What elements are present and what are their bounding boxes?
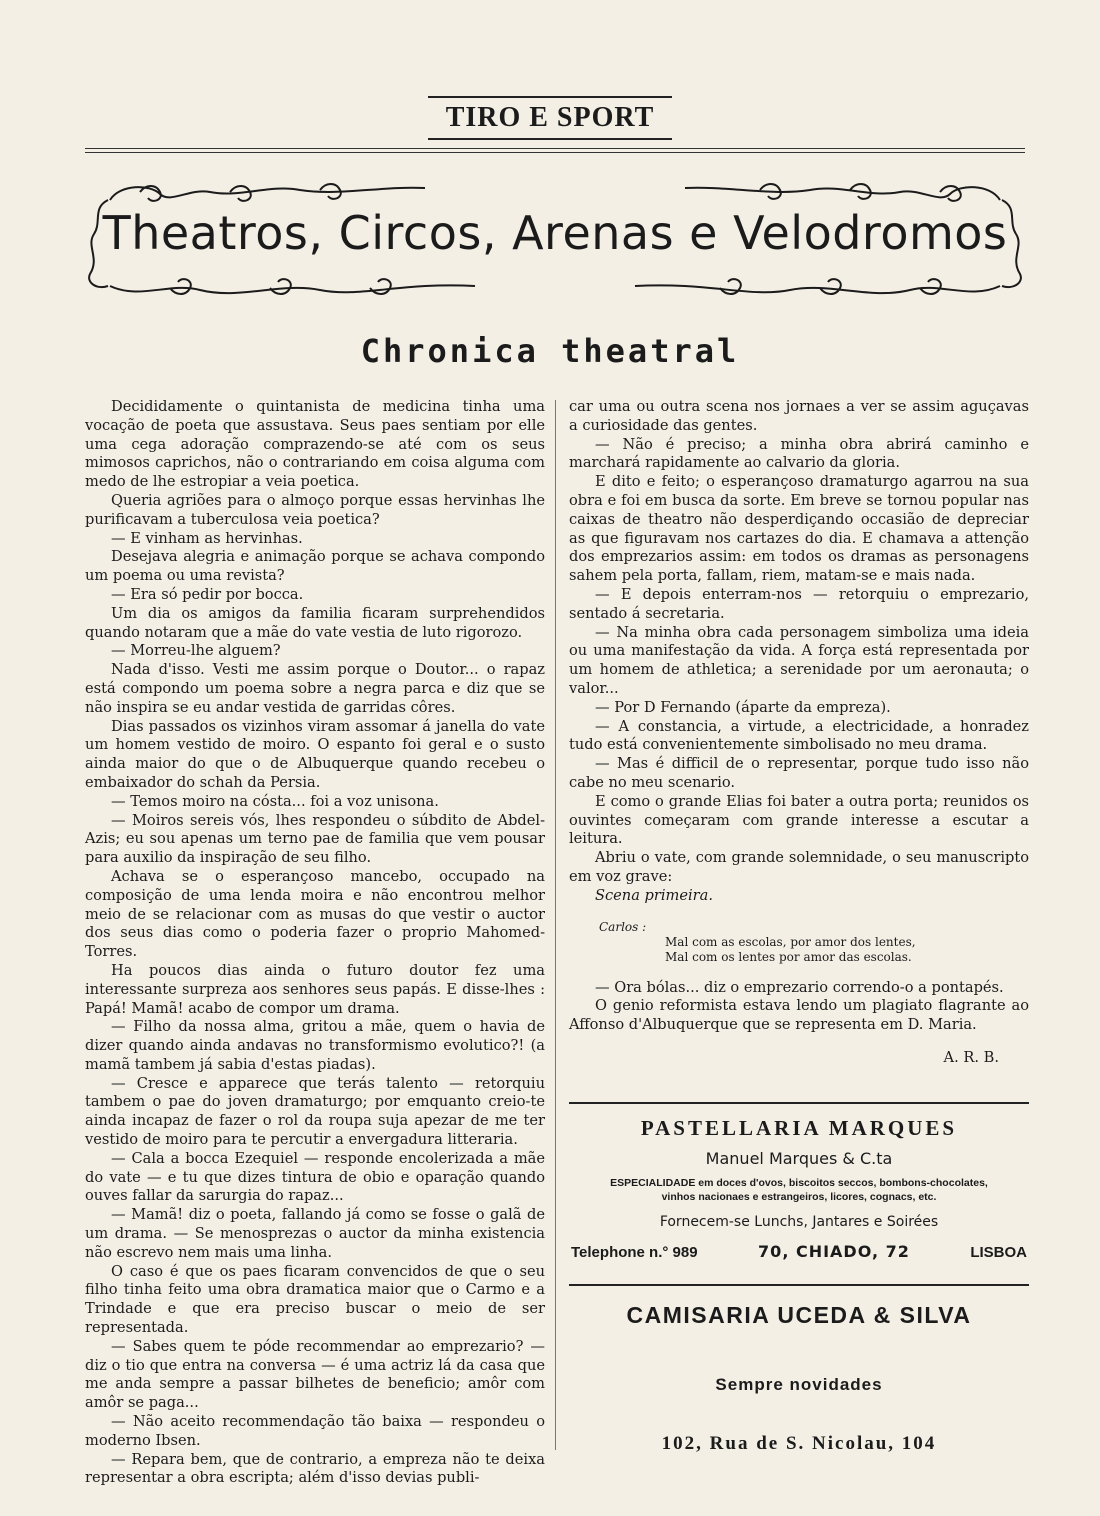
ad-camisaria <box>569 1302 1029 1455</box>
paragraph: — Temos moiro na cósta... foi a voz unisona. <box>111 792 439 810</box>
ad-camisaria-tagline: Sempre novidades <box>715 1375 883 1394</box>
paragraph: — Repara bem, que de contrario, a empreza não te deixa representar a obra escripta; além d'isso devias publi- <box>85 1450 545 1487</box>
ad-pastelaria-specialty-2: vinhos nacionaes e estrangeiros, licores, cognacs, etc. <box>661 1191 937 1203</box>
paragraph: — Na minha obra cada personagem simboliza uma ideia ou uma manifestação da vida. A força está representada por um homem de athletica; a serenidade por um aeronauta; o valor... <box>569 623 1029 697</box>
paragraph: — Sabes quem te póde recommendar ao emprezario? — diz o tio que entra na conversa — é uma actriz lá da casa que me anda sempre a passar bilhetes de beneficio; amôr com amôr se paga... <box>85 1337 545 1412</box>
paragraph: — Filho da nossa alma, gritou a mãe, quem o havia de dizer quando ainda andavas no transformismo evolutico?! (a mamã tambem já sabia d'estas piadas). <box>85 1018 545 1073</box>
section-title: Theatros, Circos, Arenas e Velodromos <box>102 206 1008 260</box>
ad-pastelaria-city: LISBOA <box>970 1244 1027 1261</box>
paragraph: — Era só pedir por bocca. <box>111 585 304 603</box>
ad-pastelaria-specialty <box>569 1176 1029 1204</box>
section-banner <box>80 178 1030 306</box>
ad-middle-rule <box>569 1284 1029 1286</box>
paragraph: E dito e feito; o esperançoso dramaturgo agarrou na sua obra e foi em busca da sorte. Em breve se tornou popular nas caixas de theatro não desperdiçando occasião de depreciar as que figuravam nos cartazes do dia. E chamava a attenção dos emprezarios assim: em todos os dramas as personagens sahem pela porta, fallam, riem, matam-se e mais nada. <box>569 473 1029 585</box>
paragraph: — Moiros sereis vós, lhes respondeu o súbdito de Abdel-Azis; eu sou apenas um terno pae de familia que vem pousar para auxilio da inspiração de seu filho. <box>85 811 545 867</box>
ad-pastelaria-supply: Fornecem-se Lunchs, Jantares e Soirées <box>659 1214 939 1230</box>
paragraph: — Por D Fernando (áparte da empreza). <box>595 698 891 716</box>
quote-line-1: Mal com as escolas, por amor dos lentes, <box>665 934 916 949</box>
paragraph: Nada d'isso. Vesti me assim porque o Doutor... o rapaz está compondo um poema sobre a negra parca e diz que se não inspira se eu andar vestida de garridas côres. <box>85 661 545 716</box>
paragraph: — Morreu-lhe alguem? <box>111 642 281 660</box>
quote-line-2: Mal com os lentes por amor das escolas. <box>665 949 912 964</box>
ad-pastelaria-name: PASTELLARIA MARQUES <box>640 1116 958 1140</box>
paragraph: Um dia os amigos da familia ficaram surprehendidos quando notaram que a mãe do vate vestia de luto rigorozo. <box>85 604 545 641</box>
ad-pastelaria-specialty-1: ESPECIALIDADE em doces d'ovos, biscoitos seccos, bombons-chocolates, <box>610 1177 988 1189</box>
paragraph: O caso é que os paes ficaram convencidos de que o seu filho tinha feito uma obra dramatica maior que o Carmo e a Trindade e que era preciso buscar o meio de ser representada. <box>85 1262 545 1337</box>
ad-camisaria-address: 102, Rua de S. Nicolau, 104 <box>661 1433 937 1454</box>
right-column-text-b <box>569 979 1029 1035</box>
paragraph: Dias passados os vizinhos viram assomar á janella do vate um homem vestido de moiro. O espanto foi geral e o susto ainda maior do que o de Albuquerque quando recebeu o embaixador do schah da Persia. <box>85 717 545 791</box>
paragraph: — Cresce e apparece que terás talento — retorquiu tambem o pae do joven dramaturgo; por emquanto creio-te ainda incapaz de fazer o rol da roupa suja apezar de me ter vestido de moiro para te percutir a envergadura litteraria. <box>85 1074 545 1149</box>
quote-speaker: Carlos : <box>599 919 647 934</box>
paragraph: E como o grande Elias foi bater a outra porta; reunidos os ouvintes começaram com grande interesse a escutar a leitura. <box>569 792 1029 848</box>
right-column-text-a <box>569 398 1029 887</box>
paragraph: — A constancia, a virtude, a electricidade, a honradez tudo está convenientemente simbolisado no meu drama. <box>569 717 1029 754</box>
scene-label: Scena primeira. <box>595 886 713 904</box>
paragraph: — Mas é difficil de o representar, porque tudo isso não cabe no meu scenario. <box>569 755 1029 791</box>
paragraph: Queria agriões para o almoço porque essas hervinhas lhe purificavam a tuberculosa veia poetica? <box>85 491 545 528</box>
paragraph: Ha poucos dias ainda o futuro doutor fez uma interessante surpreza aos senhores seus papás. E disse-lhes : Papá! Mamã! acabo de compor um drama. <box>85 961 545 1017</box>
column-divider <box>555 400 556 1450</box>
ad-pastelaria-contact-row <box>569 1242 1029 1261</box>
paragraph: car uma ou outra scena nos jornaes a ver se assim aguçavas a curiosidade das gentes. <box>569 398 1029 434</box>
ad-top-rule <box>569 1102 1029 1104</box>
paragraph: Abriu o vate, com grande solemnidade, o seu manuscripto em voz grave: <box>569 849 1029 885</box>
paragraph: — Ora bólas... diz o emprezario correndo-o a pontapés. <box>595 978 1004 996</box>
top-rule-2 <box>85 152 1025 153</box>
paragraph: — Mamã! diz o poeta, fallando já como se fosse o galã de um drama. — Se menosprezas o auctor da minha existencia não escrevo nem mais uma linha. <box>85 1206 545 1261</box>
masthead <box>0 96 1100 140</box>
paragraph: — Não aceito recommendação tão baixa — respondeu o moderno Ibsen. <box>85 1413 545 1449</box>
verse-quote <box>569 920 1029 965</box>
masthead-logo: TIRO E SPORT <box>428 96 673 140</box>
paragraph: Desejava alegria e animação porque se achava compondo um poema ou uma revista? <box>85 548 545 585</box>
ad-pastelaria-telephone: Telephone n.° 989 <box>571 1244 698 1261</box>
top-rule <box>85 148 1025 149</box>
ad-pastelaria-address: 70, CHIADO, 72 <box>758 1242 910 1261</box>
article-subtitle: Chronica theatral <box>360 332 740 370</box>
ad-pastelaria-owner: Manuel Marques & C.ta <box>705 1149 893 1168</box>
paragraph: Decididamente o quintanista de medicina tinha uma vocação de poeta que assustava. Seus paes sentiam por elle uma cega adoração comprazendo-se até com os seus mimosos caprichos, não o contrariando em coisa alguma com medo de lhe estropiar a veia poetica. <box>85 398 545 491</box>
paragraph: O genio reformista estava lendo um plagiato flagrante ao Affonso d'Albuquerque que se representa em D. Maria. <box>569 997 1029 1034</box>
left-column <box>85 398 545 1488</box>
paragraph: — E depois enterram-nos — retorquiu o emprezario, sentado á secretaria. <box>569 585 1029 622</box>
article-signature: A. R. B. <box>943 1048 999 1066</box>
paragraph: — E vinham as hervinhas. <box>111 529 303 547</box>
paragraph: — Não é preciso; a minha obra abrirá caminho e marchará rapidamente ao calvario da gloria. <box>569 435 1029 472</box>
paragraph: Achava se o esperançoso mancebo, occupado na composição de uma lenda moira e não encontrou melhor meio de se relacionar com as musas do que vestir o auctor dos seus dias como o poderia fazer o proprio Mahomed-Torres. <box>85 867 545 961</box>
paragraph: — Cala a bocca Ezequiel — responde encolerizada a mãe do vate — e tu que dizes tintura de obio e oparação quando ouves fallar da sarurgia do rapaz... <box>85 1149 545 1205</box>
ad-pastelaria <box>569 1116 1029 1261</box>
ad-camisaria-name: CAMISARIA UCEDA & SILVA <box>626 1302 972 1328</box>
right-column <box>569 398 1029 1068</box>
